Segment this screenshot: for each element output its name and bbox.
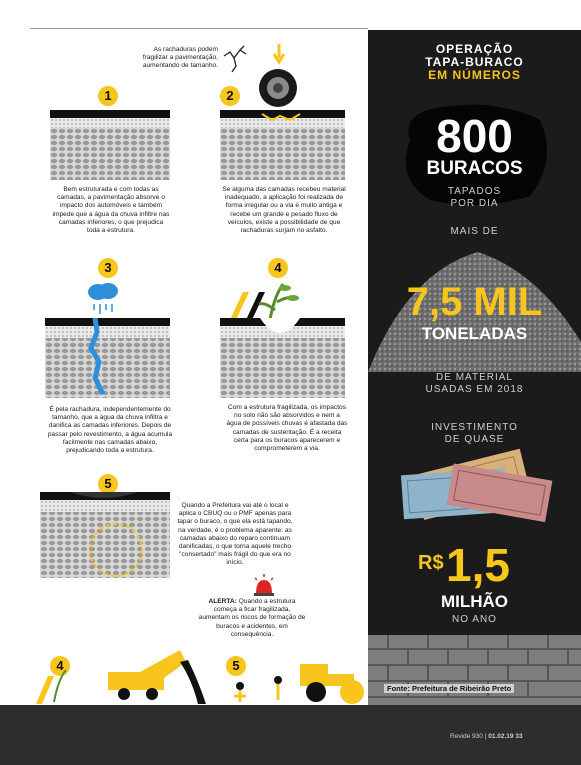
stat2-prefix: MAIS DE	[450, 226, 499, 237]
banknotes-graphic	[388, 448, 563, 528]
alert-text	[198, 598, 306, 639]
tire-icon	[258, 68, 298, 108]
stat2-caption-line2: USADAS EM 2018	[425, 384, 524, 395]
step-2-text: Se alguma das camadas recebeu material inadequado, a aplicação foi realizada de forma irregular ou a via é muito antiga e recebe um grande e pesado fluxo de veículos, existe a possibilidade de que rachaduras surjam no asfalto.	[222, 186, 346, 235]
stat3-prefix-line2: DE QUASE	[444, 434, 505, 445]
stat2-value: 7,5 MIL	[406, 280, 543, 324]
footer-publication: Revide 930	[450, 733, 483, 740]
stat3-unit: MILHÃO	[440, 592, 509, 611]
stat2-unit: TONELADAS	[421, 324, 528, 343]
stat2-caption-line1: DE MATERIAL	[436, 372, 513, 383]
stats-sidebar	[368, 30, 581, 705]
source-credit: Fonte: Prefeitura de Ribeirão Preto	[384, 684, 514, 693]
stat1-caption-line1: TAPADOS	[447, 186, 502, 197]
step-3-pavement-illustration	[45, 318, 170, 398]
step-2-pavement-illustration	[220, 110, 345, 180]
footer-folio	[450, 733, 523, 740]
alert-body: Quando a estrutura começa a ficar fragilizada, aumentam os riscos de formação de buracos e acidentes, em consequência.	[198, 598, 306, 638]
step-2-badge: 2	[220, 86, 240, 106]
step-3-text: É pela rachadura, independentemente do tamanho, que a água da chuva infiltra e danifica as camadas inferiores. Depois de passar pelo revestimento, a água acumula facilmente nas camadas abaixo, prejudicando toda a estrutura.	[47, 406, 173, 455]
step-5-pavement-illustration	[40, 492, 170, 578]
alert-label: ALERTA:	[208, 598, 237, 605]
footer-divider: |	[484, 733, 489, 740]
stat3-currency: R$	[418, 552, 444, 574]
sidebar-title-line2: TAPA-BURACO	[425, 55, 524, 69]
stat3-caption: NO ANO	[452, 614, 497, 625]
sidebar-title-line3: EM NÚMEROS	[428, 68, 521, 82]
sidebar-title-line1: OPERAÇÃO	[435, 42, 514, 56]
crack-note: As rachaduras podem fragilizar a pavimentação, aumentando de tamanho.	[142, 46, 218, 70]
stat1-value: 800	[436, 110, 513, 162]
crack-icon	[220, 44, 252, 76]
footer-page: 33	[515, 733, 523, 740]
arrow-down-icon	[272, 44, 286, 66]
step-4-badge: 4	[268, 258, 288, 278]
bottom-badge-5: 5	[226, 656, 246, 676]
step-3-badge: 3	[98, 258, 118, 278]
stat1-unit: BURACOS	[426, 158, 523, 179]
footer-date: 01.02.19	[488, 733, 514, 740]
step-1-pavement-illustration	[50, 110, 170, 180]
step-5-text: Quando a Prefeitura vai até o local e aplica o CBUQ ou o PMF apenas para tapar o buraco, o que ela está tapando, na verdade, é o problema aparente: as camadas abaixo do reparo continuam danificadas, o que torna aquele trecho "consertado" mais frágil do que era no início.	[177, 502, 293, 567]
step-4-pavement-illustration	[220, 318, 345, 398]
step-1-badge: 1	[98, 86, 118, 106]
step-5-badge: 5	[98, 474, 118, 494]
paving-stones-graphic	[368, 635, 581, 705]
road-work-illustration	[30, 640, 368, 706]
rain-cloud-icon	[86, 282, 120, 318]
stat1-caption-line2: POR DIA	[450, 198, 499, 209]
siren-icon	[252, 574, 276, 596]
step-1-text: Bem estruturada e com todas as camadas, a pavimentação absorve o impacto dos automóveis e também impede que a água da chuva infiltre nas camadas inferiores, o que prejudica toda a estrutura.	[52, 186, 170, 235]
top-rule	[30, 28, 368, 29]
stat3-prefix-line1: INVESTIMENTO	[431, 422, 518, 433]
step-4-text: Com a estrutura fragilizada, os impactos no solo não são absorvidos e nem a água de possíveis chuvas é afastada das camadas de sustentação. É a receita certa para os buracos aparecerem e comprometerem a via.	[226, 404, 348, 453]
stat3-value: 1,5	[446, 539, 510, 591]
bottom-badge-4: 4	[50, 656, 70, 676]
